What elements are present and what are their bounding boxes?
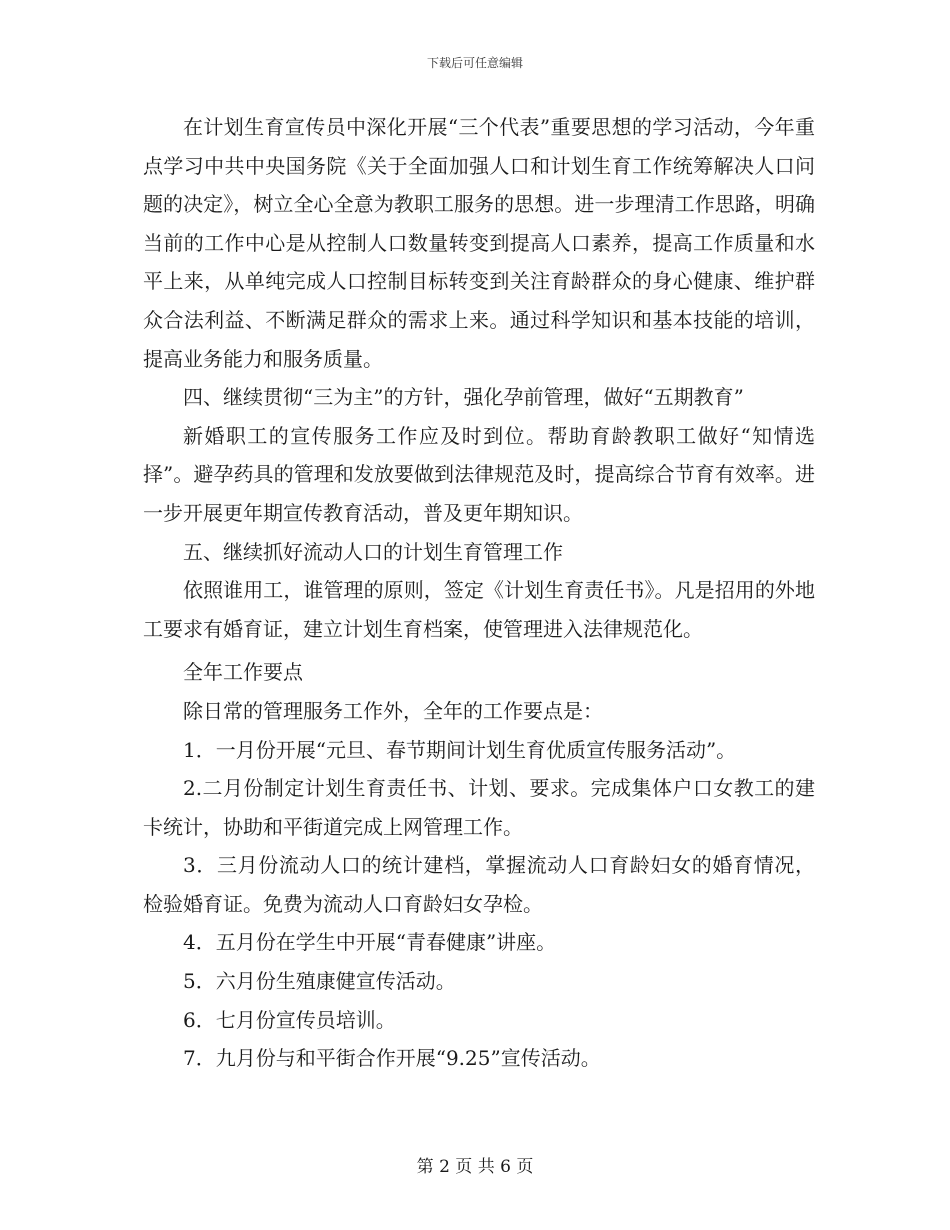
list-item-february: 2.二月份制定计划生育责任书、计划、要求。完成集体户口女教工的建卡统计，协助和平街道完成上网管理工作。 [143, 776, 815, 839]
page-footer [0, 1152, 950, 1177]
page-label-mid: 页 共 [455, 1157, 495, 1177]
page-header-note: 下载后可任意编辑 [426, 56, 523, 70]
page-label-prefix: 第 [416, 1157, 434, 1177]
list-item-june: 5．六月份生殖康健宣传活动。 [183, 969, 456, 994]
current-page-number: 2 [439, 1157, 450, 1177]
total-pages-number: 6 [500, 1157, 511, 1177]
page-label-suffix: 页 [516, 1157, 534, 1177]
list-item-september: 7．九月份与和平街合作开展“9.25”宣传活动。 [183, 1046, 601, 1071]
heading-annual-key-points: 全年工作要点 [183, 660, 303, 685]
document-body [143, 108, 815, 1078]
heading-section-four: 四、继续贯彻“三为主”的方针，强化孕前管理，做好“五期教育” [183, 385, 744, 410]
paragraph-key-points-intro: 除日常的管理服务工作外，全年的工作要点是： [183, 698, 603, 723]
heading-section-five: 五、继续抓好流动人口的计划生育管理工作 [183, 539, 563, 564]
list-item-march: 3．三月份流动人口的统计建档，掌握流动人口育龄妇女的婚育情况，检验婚育证。免费为流动人口育龄妇女孕检。 [143, 853, 815, 916]
paragraph-employer-responsibility: 依照谁用工，谁管理的原则，签定《计划生育责任书》。凡是招用的外地工要求有婚育证，建立计划生育档案，使管理进入法律规范化。 [143, 578, 815, 641]
list-item-january: 1．一月份开展“元旦、春节期间计划生育优质宣传服务活动”。 [183, 737, 737, 762]
list-item-may: 4．五月份在学生中开展“青春健康”讲座。 [183, 930, 557, 955]
paragraph-study-activities: 在计划生育宣传员中深化开展“三个代表”重要思想的学习活动，今年重点学习中共中央国务院《关于全面加强人口和计划生育工作统筹解决人口问题的决定》，树立全心全意为教职工服务的思想。进一步理清工作思路，明确当前的工作中心是从控制人口数量转变到提高人口素养，提高工作质量和水平上来，从单纯完成人口控制目标转变到关注育龄群众的身心健康、维护群众合法利益、不断满足群众的需求上来。通过科学知识和基本技能的培训，提高业务能力和服务质量。 [143, 115, 815, 371]
paragraph-newlywed-services: 新婚职工的宣传服务工作应及时到位。帮助育龄教职工做好“知情选择”。避孕药具的管理和发放要做到法律规范及时，提高综合节育有效率。进一步开展更年期宣传教育活动，普及更年期知识。 [143, 423, 815, 525]
list-item-july: 6．七月份宣传员培训。 [183, 1007, 396, 1032]
